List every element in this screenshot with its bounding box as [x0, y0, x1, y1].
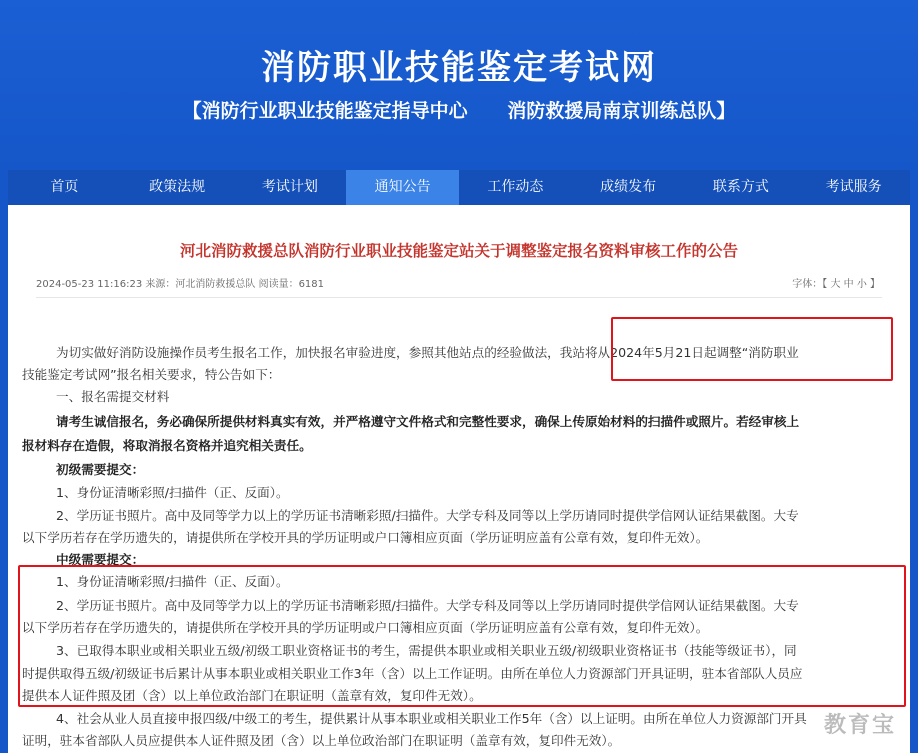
article-panel	[8, 205, 910, 753]
list-item-cont: 提供本人证件照及团（含）以上单位政治部门在职证明（盖章有效，复印件无效）。	[22, 688, 482, 703]
highlight-box-date	[611, 317, 893, 381]
watermark-logo: 教育宝	[823, 713, 896, 738]
nav-contact[interactable]: 联系方式	[712, 179, 769, 195]
nav-notices[interactable]: 通知公告	[346, 170, 459, 205]
main-nav	[8, 170, 910, 205]
paragraph-line: 请考生诚信报名，务必确保所提供材料真实有效，并严格遵守文件格式和完整性要求，确保上传原始材料的扫描件或照片。若经审核上	[56, 414, 800, 429]
list-item-cont: 时提供取得五级/初级证书后累计从事本职业或相关职业工作3年（含）以上工作证明。由所在单位人力资源部门开具证明，驻本省部队人员应	[22, 666, 803, 681]
list-item: 1、身份证清晰彩照/扫描件（正、反面）。	[56, 485, 289, 500]
site-title: 消防职业技能鉴定考试网	[261, 48, 657, 88]
list-item: 2、学历证书照片。高中及同等学力以上的学历证书清晰彩照/扫描件。大学专科及同等以上学历请同时提供学信网认证结果截图。大专	[56, 598, 799, 613]
list-item: 1、身份证清晰彩照/扫描件（正、反面）。	[56, 574, 289, 589]
paragraph-line: 报材料存在造假，将取消报名资格并追究相关责任。	[22, 438, 312, 453]
title-divider	[36, 297, 882, 298]
nav-exam-service[interactable]: 考试服务	[825, 179, 882, 195]
article-meta: 2024-05-23 11:16:23 来源：河北消防救援总队 阅读量：6181	[36, 279, 325, 290]
subsection-heading: 中级需要提交：	[56, 552, 145, 567]
nav-results[interactable]: 成绩发布	[600, 179, 657, 195]
list-item: 2、学历证书照片。高中及同等学力以上的学历证书清晰彩照/扫描件。大学专科及同等以上学历请同时提供学信网认证结果截图。大专	[56, 508, 799, 523]
list-item-cont: 以下学历若存在学历遗失的，请提供所在学校开具的学历证明或户口簿相应页面（学历证明应盖有公章有效，复印件无效）。	[22, 530, 709, 545]
site-subtitle: 【消防行业职业技能鉴定指导中心 消防救援局南京训练总队】	[182, 100, 736, 122]
nav-home[interactable]: 首页	[50, 179, 79, 195]
paragraph-line: 为切实做好消防设施操作员考生报名工作，加快报名审验进度，参照其他站点的经验做法，我站将从2024年5月21日起调整“消防职业	[56, 345, 799, 360]
list-item: 3、已取得本职业或相关职业五级/初级工职业资格证书的考生，需提供本职业或相关职业五级/初级职业资格证书（技能等级证书），同	[56, 643, 797, 658]
nav-policy[interactable]: 政策法规	[149, 179, 206, 195]
list-item-cont: 以下学历若存在学历遗失的，请提供所在学校开具的学历证明或户口簿相应页面（学历证明应盖有公章有效，复印件无效）。	[22, 620, 709, 635]
list-item: 4、社会从业人员直接申报四级/中级工的考生，提供累计从事本职业或相关职业工作5年（含）以上证明。由所在单位人力资源部门开具	[56, 711, 807, 726]
section-heading: 一、报名需提交材料	[56, 389, 170, 404]
subsection-heading: 初级需要提交：	[56, 462, 145, 477]
article-title: 河北消防救援总队消防行业职业技能鉴定站关于调整鉴定报名资料审核工作的公告	[179, 242, 738, 260]
nav-exam-plan[interactable]: 考试计划	[261, 179, 318, 195]
font-size-switcher[interactable]: 字体：【 大 中 小 】	[792, 279, 880, 290]
paragraph-line: 技能鉴定考试网”报名相关要求，特公告如下：	[22, 367, 281, 382]
list-item-cont: 证明，驻本省部队人员应提供本人证件照及团（含）以上单位政治部门在职证明（盖章有效，复印件无效）。	[22, 733, 621, 748]
site-banner	[0, 0, 918, 170]
nav-work-news[interactable]: 工作动态	[487, 179, 544, 195]
highlight-box-intermediate	[18, 565, 906, 707]
